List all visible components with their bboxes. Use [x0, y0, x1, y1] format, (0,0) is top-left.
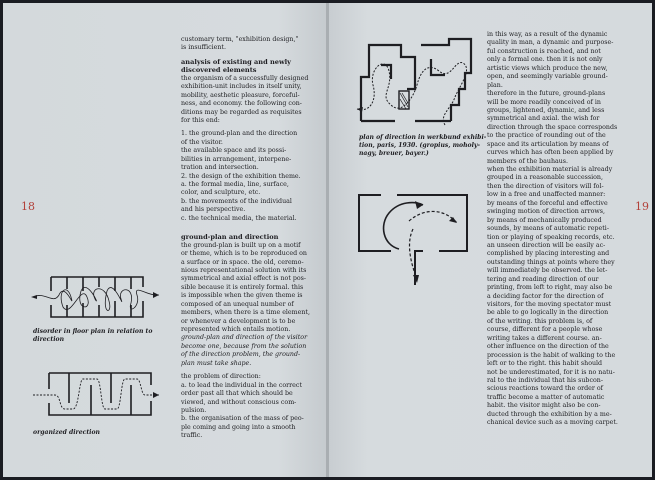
- text-line: by means of the forceful and effective: [487, 199, 608, 207]
- text-line: of the visitor.: [181, 138, 223, 146]
- text-line: plan.: [487, 81, 503, 89]
- text-line: traffic become a matter of automatic: [487, 393, 605, 401]
- text-line: tration and intersection.: [181, 164, 259, 172]
- text-line: order past all that which should be: [181, 390, 293, 398]
- left-page: [3, 3, 327, 477]
- page-number-left: 18: [21, 200, 35, 213]
- text-line: ful construction is reached, and not: [487, 47, 601, 55]
- text-line: open, and seemingly variable ground-: [487, 73, 608, 81]
- text-line: a. the formal media, line, surface,: [181, 181, 289, 188]
- text-line: groups, lightened, dynamic, and less: [487, 106, 605, 114]
- organized-direction-diagram: [31, 367, 161, 421]
- text-line: to the practice of rounding out of the: [487, 132, 606, 140]
- werkbund-plan-diagram: [355, 35, 479, 127]
- text-line: direction through the space corresponds: [487, 123, 618, 131]
- left-text-column: [181, 36, 310, 441]
- text-line: visitors, for the moving spectator must: [487, 301, 612, 308]
- right-text-column: [487, 31, 618, 428]
- text-line: ducted through the exhibition by a me-: [487, 410, 612, 418]
- right-page: [329, 3, 652, 477]
- text-line: an unseen direction will be easily ac-: [487, 241, 606, 249]
- disorder-path: [33, 287, 159, 310]
- text-line: will be more readily conceived of in: [487, 98, 601, 106]
- text-line: b. the movements of the individual: [181, 197, 292, 205]
- text-line: a. to lead the individual in the correct: [181, 381, 302, 389]
- text-line: tion or playing of speaking records, etc.: [487, 233, 615, 241]
- text-line: symmetrical and axial effect is not pos-: [181, 275, 307, 283]
- text-line: the available space and its possi-: [181, 147, 287, 155]
- text-line: therefore in the future, ground-plans: [487, 90, 606, 98]
- text-line: composed of an unequal number of: [181, 300, 294, 308]
- text-line: procession is the habit of walking to the: [487, 351, 616, 359]
- text-line: complished by placing interesting and: [487, 250, 610, 258]
- text-line: quality in man, a dynamic and purpose-: [487, 39, 614, 47]
- text-line: left or to the right. this habit should: [487, 360, 603, 368]
- text-line: members, when there is a time element,: [181, 309, 310, 317]
- text-line: symmetrical and axial. the wish for: [487, 115, 600, 123]
- organized-path: [33, 379, 159, 409]
- text-line: by means of mechanically produced: [487, 216, 602, 224]
- text-line: curves which has often been applied by: [487, 149, 614, 157]
- text-line: mobility, aesthetic pleasure, forceful-: [181, 91, 300, 99]
- text-line: writing takes a different course. an-: [487, 334, 602, 342]
- text-line: represented which entails motion.: [181, 326, 291, 333]
- text-line: bilities in arrangement, interpene-: [181, 155, 292, 163]
- disorder-caption: disorder in floor plan in relation to direction: [33, 328, 153, 343]
- text-line: b. the organisation of the mass of peo-: [181, 415, 304, 423]
- text-line: habit. the visitor might also be con-: [487, 402, 601, 410]
- text-line: low in a free and unaffected manner:: [487, 191, 606, 199]
- text-line: a deciding factor for the direction of: [487, 292, 604, 300]
- text-line: viewed, and without conscious com-: [181, 398, 297, 406]
- text-line: then the direction of visitors will fol-: [487, 182, 604, 190]
- text-line: only a formal one. then it is not only: [487, 56, 603, 64]
- text-line: be able to go logically in the direction: [487, 309, 609, 317]
- text-line: of the writing. this problem is, of: [487, 317, 593, 325]
- text-line: the organism of a successfully designed: [181, 74, 309, 82]
- text-line: will immediately be observed. the let-: [487, 267, 608, 275]
- werkbund-caption: plan of direction in werkbund exhibi- tion, paris, 1930. (gropius, moholy- nagy, breuer, bayer.): [359, 134, 487, 157]
- text-line: plan must take shape.: [181, 359, 252, 367]
- text-line: exhibition-unit includes in itself unity,: [181, 83, 302, 91]
- text-line: ditions may be regarded as requisites: [181, 108, 302, 116]
- text-line: customary term, "exhibition design,": [181, 36, 299, 43]
- text-line: grouped in a reasonable succession,: [487, 174, 603, 182]
- organized-caption: organized direction: [33, 429, 100, 436]
- book-spread: [3, 3, 652, 477]
- text-line: c. the technical media, the material.: [181, 214, 297, 222]
- text-line: ground-plan and direction of the visitor: [181, 334, 308, 342]
- text-line: course, different for a people whose: [487, 326, 603, 334]
- text-line: and his perspective.: [181, 206, 246, 214]
- text-line: artistic views which produce the new,: [487, 64, 608, 72]
- text-line: become one, because from the solution: [181, 342, 307, 350]
- text-line: analysis of existing and newly: [181, 57, 291, 66]
- text-line: 2. the design of the exhibition theme.: [181, 172, 301, 180]
- text-line: outstanding things at points where they: [487, 258, 615, 266]
- text-line: tering and reading direction of our: [487, 275, 599, 283]
- text-line: the problem of direction:: [181, 373, 261, 381]
- page-number-right: 19: [635, 200, 649, 213]
- text-line: sible because it is entirely formal. this: [181, 283, 304, 291]
- text-line: 1. the ground-plan and the direction: [181, 130, 298, 138]
- text-line: is insufficient.: [181, 44, 226, 52]
- text-line: ral to the individual that his subcon-: [487, 376, 603, 384]
- text-line: discovered elements: [181, 66, 257, 75]
- text-line: is impossible when the given theme is: [181, 292, 303, 300]
- text-line: nious representational solution with its: [181, 266, 307, 274]
- text-line: or theme, which is to be reproduced on: [181, 250, 307, 258]
- text-line: space and its articulation by means of: [487, 140, 609, 148]
- text-line: not be underestimated, for it is no natu-: [487, 368, 615, 376]
- text-line: traffic.: [181, 432, 203, 440]
- text-line: ple coming and going into a smooth: [181, 423, 296, 431]
- curved-direction-diagram: [353, 189, 473, 289]
- text-line: scious reactions toward the order of: [487, 385, 604, 393]
- text-line: sounds, by means of automatic repeti-: [487, 225, 609, 233]
- text-line: ground-plan and direction: [181, 233, 279, 242]
- text-line: a surface or in space. the old, ceremo-: [181, 258, 304, 266]
- curved-solid-arrow: [384, 203, 423, 249]
- text-line: when the exhibition material is already: [487, 166, 613, 173]
- text-line: color, and sculpture, etc.: [181, 189, 261, 197]
- text-line: pulsion.: [181, 406, 207, 414]
- text-line: in this way, as a result of the dynamic: [487, 31, 608, 38]
- text-line: the ground-plan is built up on a motif: [181, 241, 301, 249]
- text-line: swinging motion of direction arrows,: [487, 208, 605, 216]
- text-line: ness, and economy. the following con-: [181, 100, 302, 108]
- text-line: members of the bauhaus.: [487, 157, 569, 165]
- text-line: of the direction problem, the ground-: [181, 351, 301, 359]
- text-line: or whenever a development is to be: [181, 317, 296, 325]
- text-line: other influence on the direction of the: [487, 343, 609, 351]
- text-line: for this end:: [181, 116, 220, 124]
- text-line: printing, from left to right, may also be: [487, 284, 613, 292]
- disorder-floor-plan-diagram: [31, 271, 161, 323]
- curved-dashed-arrow: [409, 211, 457, 279]
- text-line: chanical device such as a moving carpet.: [487, 419, 618, 427]
